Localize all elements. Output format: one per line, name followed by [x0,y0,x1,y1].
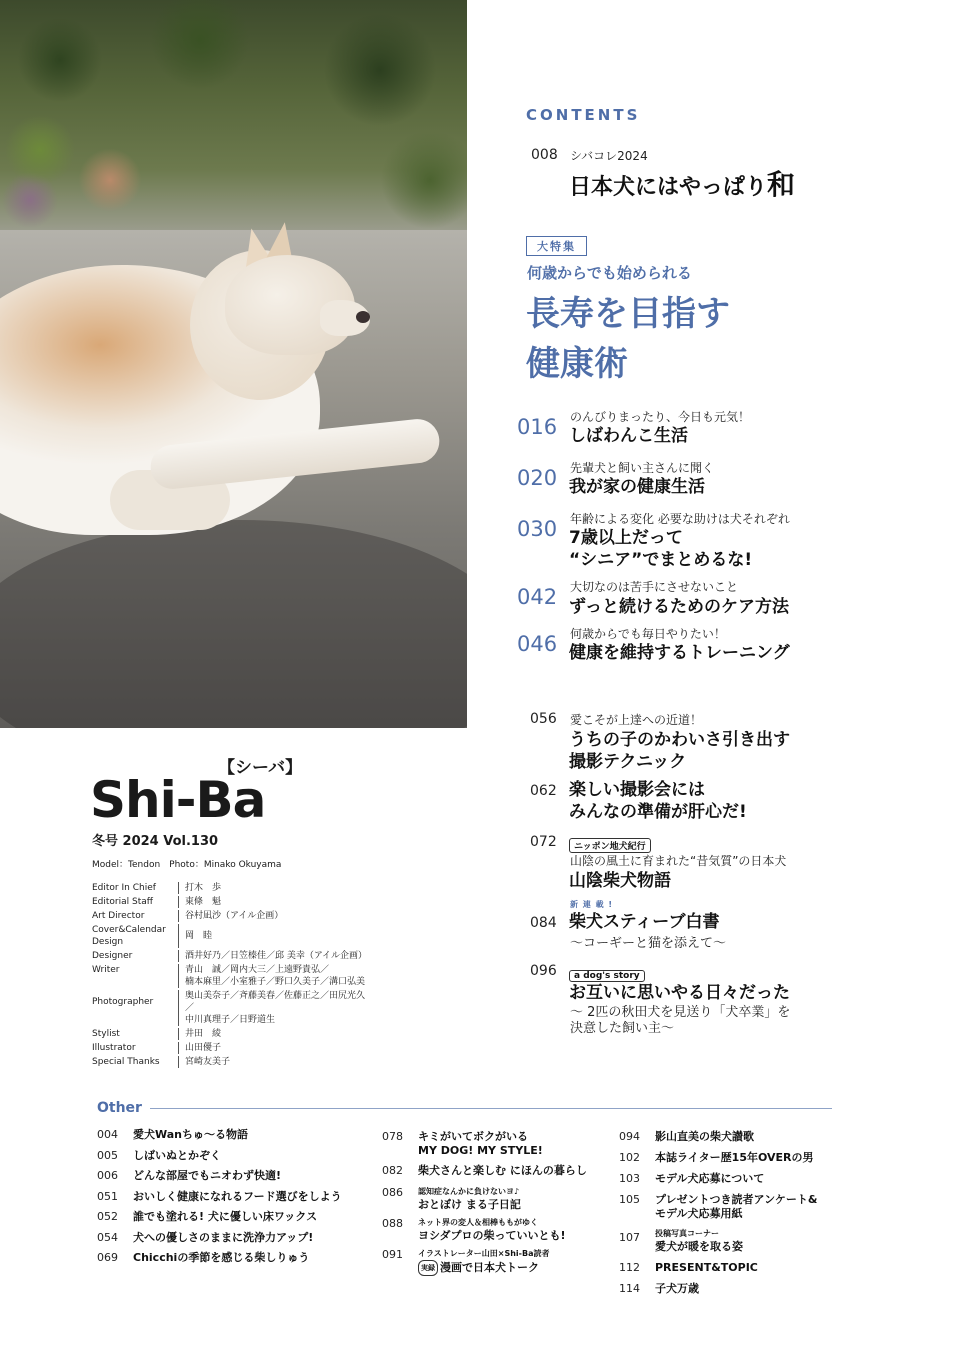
staff-credits [92,882,372,1070]
series-tag-wrap [569,834,651,853]
staff-name: 宮崎友美子 [178,1056,230,1068]
page-number: 084 [530,915,557,931]
page-number: 030 [517,517,558,541]
other-list-col2 [382,1130,612,1279]
page-number: 052 [97,1210,118,1223]
title-line: キミがいてボクがいる [418,1130,528,1143]
staff-row [92,896,372,908]
item-title [569,163,795,203]
staff-name-line: 青山 誠／岡内大三／上遠野貴弘／ [185,965,330,975]
photo-credit: Model：Tendon Photo：Minako Okuyama [92,860,282,870]
item-title-line2: 撮影テクニック [569,752,687,772]
contents-heading: CONTENTS [526,106,641,124]
item-title: PRESENT&TOPIC [655,1261,758,1274]
item-title: おいしく健康になれるフード選びをしよう [133,1189,342,1203]
item-title: 本誌ライター歴15年OVERの男 [655,1151,814,1164]
item-subtitle: 何歳からでも毎日やりたい！ [570,627,726,641]
item-title: 愛犬Wanちゅ〜る物語 [133,1128,248,1141]
item-tagline-line1: 〜 2匹の秋田犬を見送り「犬卒業」を [570,1005,791,1020]
page-number: 114 [619,1282,640,1295]
list-item [382,1130,612,1164]
item-title [655,1193,818,1221]
item-tagline: 〜コーギーと猫を添えて〜 [570,936,727,951]
other-list-col3 [619,1130,849,1303]
page-number: 094 [619,1130,640,1143]
page-number: 020 [517,466,558,490]
staff-role: Cover&Calendar Design [92,925,166,947]
list-item [97,1251,357,1272]
staff-name-line: 中川真理子／日野道生 [185,1015,276,1025]
series-tag-wrap [569,963,645,982]
staff-row [92,882,372,894]
list-item [382,1248,612,1279]
item-title: お互いに思いやる日々だった [569,983,790,1003]
item-title: 柴犬スティーブ白書 [569,912,720,932]
item-title: モデル犬応募について [655,1172,765,1185]
staff-role: Editorial Staff [92,897,153,907]
item-title: 健康を維持するトレーニング [569,643,790,663]
title-kicker: 認知症なんかに負けないヨ♪ [418,1187,520,1196]
staff-role: Stylist [92,1029,120,1039]
staff-row [92,924,372,948]
feature-tag-wrap [526,235,587,256]
title-line: おとぼけ まる子日記 [418,1198,521,1211]
list-item [382,1164,612,1186]
title-kicker: ネット界の変人＆相棒ももがゆく [418,1218,538,1227]
page-number: 103 [619,1172,640,1185]
item-subtitle: 年齢による変化 必要な助けは犬それぞれ [570,512,790,526]
series-tag: ニッポン地犬紀行 [569,838,651,853]
list-item [619,1228,849,1261]
page-number: 062 [530,783,557,799]
feature-title-line2: 健康術 [526,344,628,384]
shadow [0,520,467,728]
list-item [619,1151,849,1172]
page-number: 105 [619,1193,640,1206]
dog-nose [356,311,370,323]
list-item [619,1193,849,1228]
staff-name: 打木 歩 [178,882,221,894]
staff-row [92,1056,372,1068]
title-emphasis: 和 [767,168,796,201]
item-title: ずっと続けるためのケア方法 [569,597,789,617]
staff-name: 谷村凪沙（アイル企画） [178,910,283,922]
other-heading: Other [97,1100,142,1116]
item-title: しばいぬとかぞく [133,1148,221,1162]
page-number: 086 [382,1186,403,1199]
item-title: どんな部屋でもニオわず快適! [133,1169,282,1182]
item-title: 誰でも塗れる! 犬に優しい床ワックス [133,1210,318,1223]
page-number: 008 [531,147,558,163]
item-title-line1: 楽しい撮影会には [569,780,705,800]
page-number: 016 [517,415,558,439]
feature-title-line1: 長寿を目指す [526,294,730,334]
staff-row [92,910,372,922]
item-title: 影山直美の柴犬讃歌 [655,1130,754,1143]
item-title [418,1130,543,1158]
item-title: Chicchiの季節を感じる柴しりゅう [133,1251,310,1264]
list-item [619,1282,849,1303]
other-list-col1 [97,1128,357,1272]
item-title [418,1248,549,1276]
page-number: 054 [97,1230,118,1244]
item-subtitle: 愛こそが上達への近道！ [570,713,703,727]
list-item [97,1128,357,1149]
magazine-logo: Shi-Ba [90,771,266,829]
page-number: 056 [530,711,557,727]
item-subtitle: 先輩犬と飼い主さんに聞く [570,461,715,475]
item-title [418,1217,566,1243]
staff-name: 山田優子 [178,1042,221,1054]
staff-role: Art Director [92,911,145,921]
item-tagline-line2: 決意した飼い主〜 [570,1021,675,1036]
list-item [97,1231,357,1252]
staff-role: Illustrator [92,1043,136,1053]
staff-role: Editor In Chief [92,883,156,893]
item-subtitle: 大切なのは苦手にさせないこと [570,580,739,594]
staff-row [92,1028,372,1040]
title-line: モデル犬応募用紙 [655,1207,743,1220]
trees-background [0,0,467,235]
list-item [619,1172,849,1193]
staff-role: Special Thanks [92,1057,160,1067]
item-title: 我が家の健康生活 [569,477,705,497]
item-title-line1: 7歳以上だって [569,528,683,548]
page-number: 006 [97,1169,118,1182]
page-number: 046 [517,632,558,656]
title-line: 漫画で日本犬トーク [440,1261,539,1274]
page-number: 107 [619,1231,640,1244]
page-number: 096 [530,963,557,979]
list-item [97,1149,357,1170]
page-number: 005 [97,1148,118,1162]
item-subtitle: のんびりまったり、今日も元気！ [570,410,751,424]
item-title-line2: みんなの準備が肝心だ! [569,802,747,822]
staff-name: 東條 魁 [178,896,221,908]
other-divider [150,1108,832,1109]
list-item [619,1261,849,1282]
staff-name [178,990,372,1026]
page-number: 004 [97,1128,118,1141]
issue-info: 冬号 2024 Vol.130 [92,834,219,849]
title-line: MY DOG! MY STYLE! [418,1144,543,1157]
list-item [97,1169,357,1190]
staff-row [92,1042,372,1054]
title-text: 日本犬にはやっぱり [569,175,768,200]
list-item [97,1190,357,1211]
page-number: 082 [382,1164,403,1177]
staff-role: Photographer [92,997,154,1007]
item-title: 柴犬さんと楽しむ にほんの暮らし [418,1164,587,1177]
page-number: 088 [382,1217,403,1230]
item-title [655,1228,743,1254]
feature-tag: 大特集 [526,236,587,256]
item-subtitle: 山陰の風土に育まれた“昔気質”の日本犬 [570,854,787,868]
magazine-kana: 【シーバ】 [218,758,303,778]
cover-photo [0,0,467,728]
item-title: 子犬万歳 [655,1282,699,1295]
item-title: しばわんこ生活 [569,426,688,446]
page-number: 078 [382,1130,403,1143]
list-item [382,1186,612,1217]
title-kicker: イラストレーター山田×Shi-Ba読者 [418,1249,550,1258]
item-subtitle: シバコレ2024 [570,149,648,163]
new-series-label: 新 連 載 ! [570,900,614,909]
item-title-line2: “シニア”でまとめるな! [569,550,753,570]
title-line: ヨシダプロの柴っていいとも! [418,1229,566,1242]
staff-row [92,950,372,962]
list-item [619,1130,849,1151]
page-number: 102 [619,1151,640,1164]
record-chip: 実録 [418,1260,438,1276]
page-number: 042 [517,585,558,609]
series-tag: a dog's story [569,970,645,982]
page-number: 051 [97,1189,118,1203]
page-number: 112 [619,1261,640,1274]
staff-name: 酒井好乃／日笠榛佳／邱 美幸（アイル企画） [178,950,367,962]
list-item [382,1217,612,1248]
page-number: 091 [382,1248,403,1261]
feature-subtitle: 何歳からでも始められる [527,264,692,282]
page-number: 069 [97,1251,118,1264]
item-title-line1: うちの子のかわいさ引き出す [569,730,790,750]
page-number: 072 [530,834,557,850]
staff-name-line: 楠本麻里／小室雅子／野口久美子／溝口弘美 [185,977,366,987]
staff-name [178,964,365,988]
title-kicker: 投稿写真コーナー [655,1229,719,1238]
staff-name: 井田 綾 [178,1028,221,1040]
staff-name: 岡 睦 [178,924,212,948]
list-item [97,1210,357,1231]
staff-role: Designer [92,951,133,961]
item-title: 犬への優しさのままに洗浄力アップ! [133,1230,314,1244]
staff-row [92,964,372,988]
staff-role: Writer [92,965,120,975]
item-title [418,1186,521,1212]
staff-name-line: 奥山美奈子／斉藤美春／佐藤正之／田尻光久／ [185,991,366,1013]
title-line: 愛犬が暖を取る姿 [655,1240,743,1253]
staff-row [92,990,372,1026]
title-line: プレゼントつき読者アンケート& [655,1193,818,1206]
item-title: 山陰柴犬物語 [569,871,671,891]
